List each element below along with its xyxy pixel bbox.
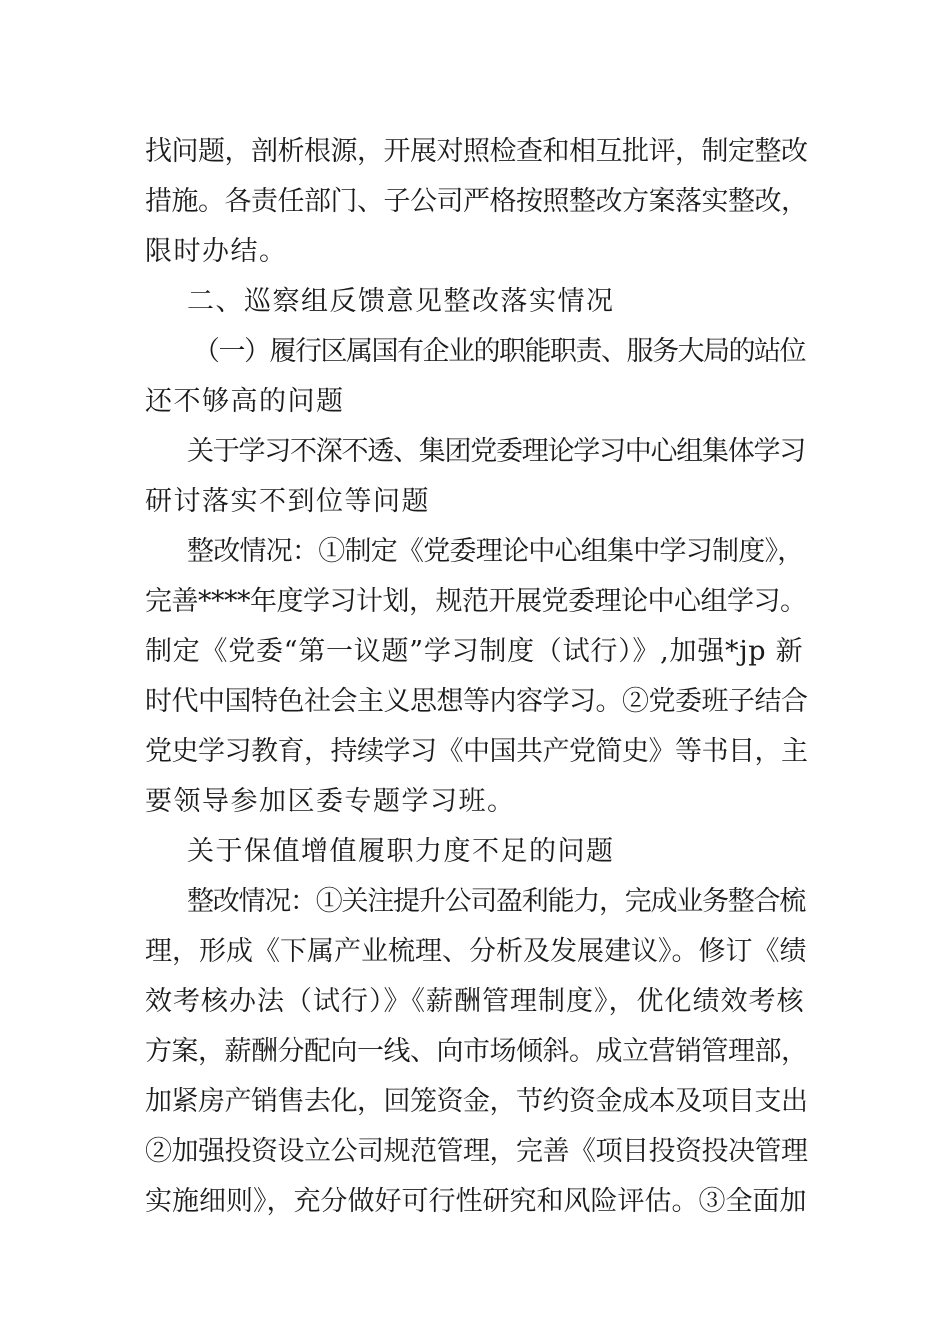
text-line-20: 加紧房产销售去化，回笼资金，节约资金成本及项目支出 — [145, 1086, 808, 1117]
rectification-paragraph-1: 整改情况：①制定《党委理论中心组集中学习制度》， — [187, 536, 804, 567]
text-line-1: 找问题，剖析根源，开展对照检查和相互批评，制定整改 — [145, 136, 808, 167]
rectification-paragraph-2: 整改情况：①关注提升公司盈利能力，完成业务整合梳 — [187, 886, 805, 917]
text-line-8: 研讨落实不到位等问题 — [145, 486, 430, 517]
text-line-6: 还不够高的问题 — [145, 386, 345, 417]
text-line-10: 完善****年度学习计划，规范开展党委理论中心组学习。 — [145, 586, 807, 617]
text-line-21: ②加强投资设立公司规范管理，完善《项目投资投决管理 — [145, 1136, 808, 1167]
subsection-heading: （一）履行区属国有企业的职能职责、服务大局的站位 — [193, 336, 805, 367]
text-line-12: 时代中国特色社会主义思想等内容学习。②党委班子结合 — [145, 686, 808, 717]
text-line-3: 限时办结。 — [145, 236, 288, 267]
text-line-13: 党史学习教育，持续学习《中国共产党简史》等书目，主 — [145, 736, 808, 767]
text-line-22: 实施细则》，充分做好可行性研究和风险评估。③全面加 — [145, 1186, 807, 1217]
issue-heading-2: 关于保值增值履职力度不足的问题 — [187, 836, 615, 867]
section-heading: 二、巡察组反馈意见整改落实情况 — [187, 286, 615, 317]
text-line-14: 要领导参加区委专题学习班。 — [145, 786, 516, 817]
issue-heading-1: 关于学习不深不透、集团党委理论学习中心组集体学习 — [187, 436, 805, 467]
text-line-17: 理，形成《下属产业梳理、分析及发展建议》。修订《绩 — [145, 936, 807, 967]
text-line-11: 制定《党委“第一议题”学习制度（试行）》,加强*jp 新 — [145, 636, 804, 667]
text-line-18: 效考核办法（试行）》《薪酬管理制度》，优化绩效考核 — [145, 986, 805, 1017]
text-line-2: 措施。各责任部门、子公司严格按照整改方案落实整改， — [145, 186, 808, 217]
text-line-19: 方案，薪酬分配向一线、向市场倾斜。成立营销管理部， — [145, 1036, 808, 1067]
